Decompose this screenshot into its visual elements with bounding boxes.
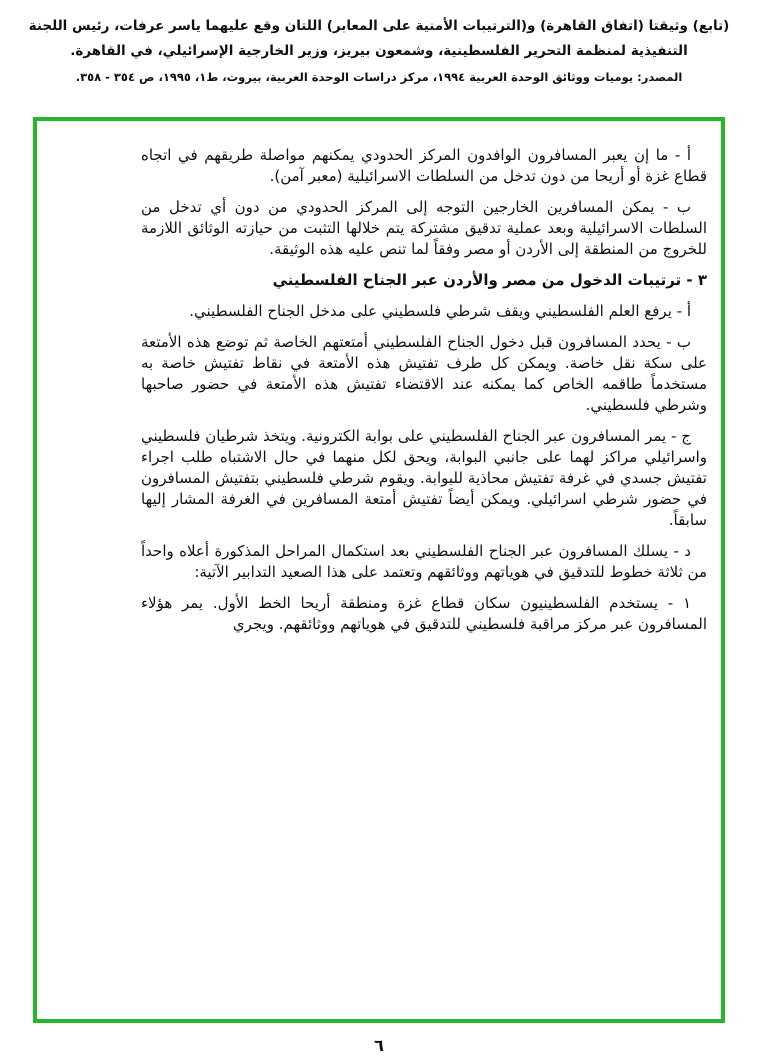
- paragraph-item-a-crossing: أ - ما إن يعبر المسافرون الوافدون المركز الحدودي يمكنهم مواصلة طريقهم في اتجاه قطاع غزة أو أريحا من دون تدخل من السلطات الاسرائيلية (معبر آمن).: [141, 146, 707, 185]
- section-heading-3: ٣ - ترتيبات الدخول من مصر والأردن عبر الجناح الفلسطيني: [272, 271, 707, 289]
- source-citation-line: المصدر: يوميات ووثائق الوحدة العربية ١٩٩٤، مركز دراسات الوحدة العربية، بيروت، ط١، ١٩٩٥، ص ٣٥٤ - ٣٥٨.: [75, 70, 683, 84]
- paragraph-item-a-flag: أ - يرفع العلم الفلسطيني ويقف شرطي فلسطيني على مدخل الجناح الفلسطيني.: [189, 302, 691, 320]
- page-header: [0, 0, 758, 88]
- paragraph-item-b-luggage: ب - يحدد المسافرون قبل دخول الجناح الفلسطيني أمتعتهم الخاصة ثم توضع هذه الأمتعة على سكة نقل خاصة. ويمكن كل طرف تفتيش هذه الأمتعة في نقاط تفتيش خاصة به مستخدماً طاقمه الخاص كما يمكنه عند الاقتضاء تفتيش هذه الأمتعة في حضور صاحبها وشرطي فلسطيني.: [141, 333, 707, 414]
- header-title-line-1: (تابع) وثيقتا (اتفاق القاهرة) و(الترتيبات الأمنية على المعابر) اللتان وقع عليهما ياسر عرفات، رئيس اللجنة: [28, 18, 730, 34]
- paragraph-item-b-departing: ب - يمكن المسافرين الخارجين التوجه إلى المركز الحدودي من دون أي تدخل من السلطات الاسرائيلية وبعد عملية تدقيق مشتركة يتم خلالها التثبت من حيازته الوثائق اللازمة للخروج من المنطقة إلى الأردن أو مصر وفقاً لما تنص عليه هذه الوثيقة.: [141, 198, 707, 258]
- paragraph-item-c-gate: ج - يمر المسافرون عبر الجناح الفلسطيني على بوابة الكترونية. ويتخذ شرطيان فلسطيني واسرائيلي مراكز لهما على جانبي البوابة، ويحق لكل منهما في حال الاشتباه طلب اجراء تفتيش جسدي في غرفة تفتيش محاذية للبوابة. ويقوم شرطي فلسطيني بتفتيش المسافرون في حضور شرطي اسرائيلي. ويمكن أيضاً تفتيش أمتعة المسافرين في الغرفة المشار إليها سابقاً.: [141, 427, 707, 529]
- header-title-line-2: التنفيذية لمنظمة التحرير الفلسطينية، وشمعون بيريز، وزير الخارجية الإسرائيلي، في القاهرة.: [70, 43, 688, 59]
- document-border-box: [33, 117, 725, 1023]
- page-number: ٦: [374, 1036, 384, 1055]
- paragraph-item-1-first-line: ١ - يستخدم الفلسطينيون سكان قطاع غزة ومنطقة أريحا الخط الأول. يمر هؤلاء المسافرون عبر مركز مراقبة فلسطيني للتدقيق في هوياتهم ووثائقهم. ويجري: [141, 594, 707, 633]
- document-body-text: [37, 121, 721, 1019]
- paragraph-item-d-lines: د - يسلك المسافرون عبر الجناح الفلسطيني بعد استكمال المراحل المذكورة أعلاه واحداً من ثلاثة خطوط للتدقيق في هوياتهم ووثائقهم وتعتمد على هذا الصعيد التدابير الآتية:: [141, 542, 707, 581]
